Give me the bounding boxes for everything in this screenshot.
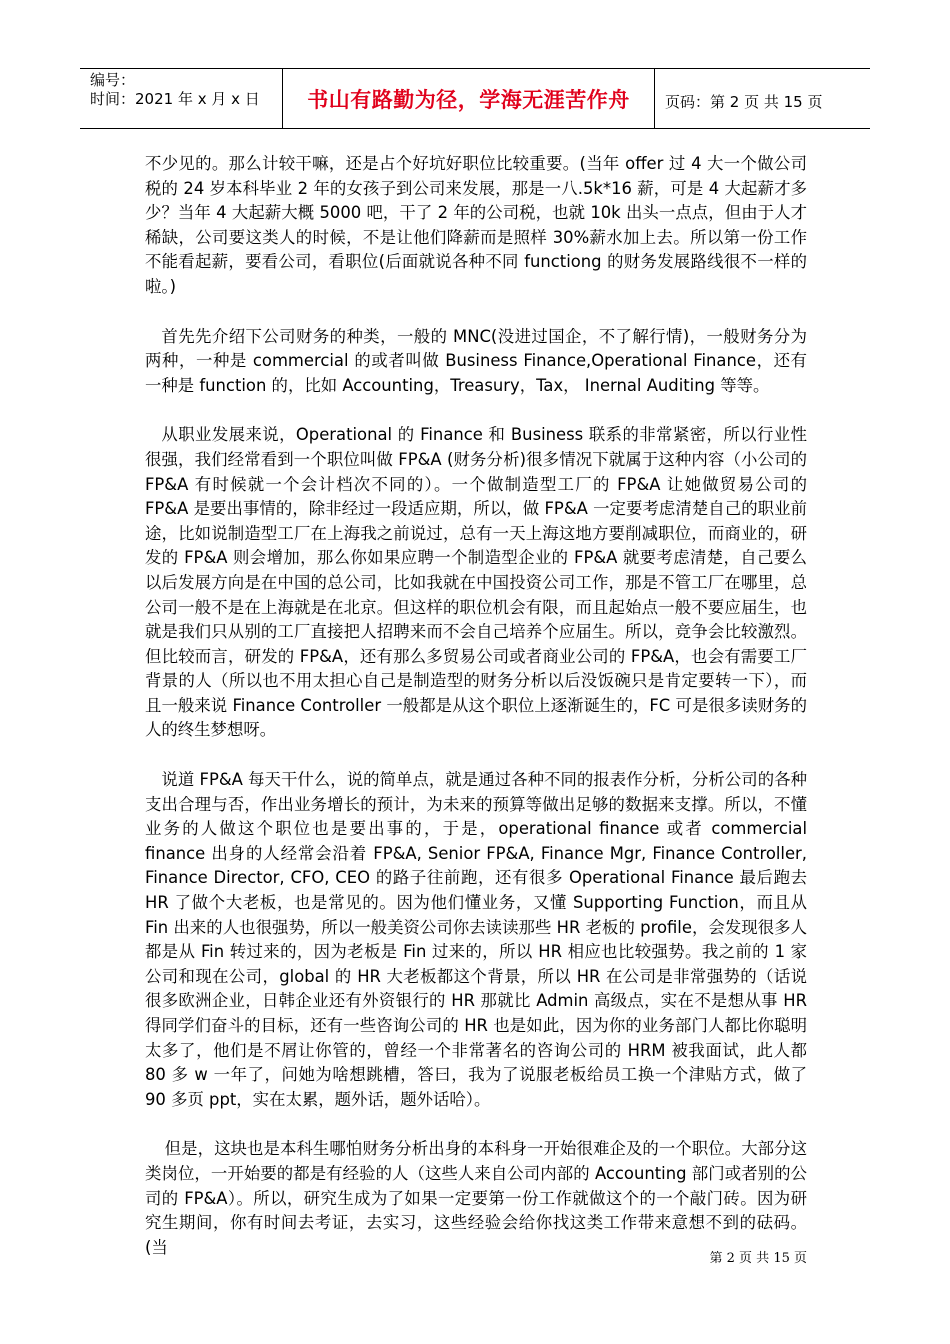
header-motto-cell	[283, 69, 655, 128]
header-page-cell	[655, 69, 870, 128]
header-meta	[80, 69, 283, 128]
paragraph: 不少见的。那么计较干嘛，还是占个好坑好职位比较重要。(当年 offer 过 4 大一个做公司税的 24 岁本科毕业 2 年的女孩子到公司来发展，那是一八.5k*16 薪，可是 4 大起薪才多少？当年 4 大起薪大概 5000 吧，干了 2 年的公司税，也就 10k 出头一点点，但由于人才稀缺，公司要这类人的时候，不是让他们降薪而是照样 30%薪水加上去。所以第一份工作不能看起薪，要看公司，看职位(后面就说各种不同 functiong 的财务发展路线很不一样的啦。)	[145, 154, 807, 296]
paragraph: 首先先介绍下公司财务的种类，一般的 MNC(没进过国企，不了解行情)，一般财务分为两种，一种是 commercial 的或者叫做 Business Finance,Operational Finance，还有一种是 function 的，比如 Accounting，Treasury，Tax， Inernal Auditing 等等。	[145, 326, 807, 395]
paragraph: 从职业发展来说，Operational 的 Finance 和 Business 联系的非常紧密，所以行业性很强，我们经常看到一个职位叫做 FP&A (财务分析)很多情况下就属于这种内容（小公司的 FP&A 有时候就一个会计档次不同的）。一个做制造型工厂的 FP&A 让她做贸易公司的 FP&A 是要出事情的，除非经过一段适应期，所以，做 FP&A 一定要考虑清楚自己的职业前途，比如说制造型工厂在上海我之前说过，总有一天上海这地方要削减职位，而商业的，研发的 FP&A 则会增加，那么你如果应聘一个制造型企业的 FP&A 就要考虑清楚，自己要么以后发展方向是在中国的总公司，比如我就在中国投资公司工作，那是不管工厂在哪里，总公司一般不是在上海就是在北京。但这样的职位机会有限，而且起始点一般不要应届生，也就是我们只从别的工厂直接把人招聘来而不会自己培养个应届生。所以，竞争会比较激烈。但比较而言，研发的 FP&A，还有那么多贸易公司或者商业公司的 FP&A，也会有需要工厂背景的人（所以也不用太担心自己是制造型的财务分析以后没饭碗只是肯定要转一下），而且一般来说 Finance Controller 一般都是从这个职位上逐渐诞生的，FC 可是很多读财务的人的终生梦想呀。	[145, 425, 807, 740]
paragraph: 说道 FP&A 每天干什么，说的简单点，就是通过各种不同的报表作分析，分析公司的各种支出合理与否，作出业务增长的预计，为未来的预算等做出足够的数据来支撑。所以，不懂业务的人做这个职位也是要出事的，于是，operational finance 或者 commercial finance 出身的人经常会沿着 FP&A, Senior FP&A, Finance Mgr, Finance Controller, Finance Director, CFO, CEO 的路子往前跑，还有很多 Operational Finance 最后跑去 HR 了做个大老板，也是常见的。因为他们懂业务，又懂 Supporting Function，而且从 Fin 出来的人也很强势，所以一般美资公司你去读读那些 HR 老板的 profile，会发现很多人都是从 Fin 转过来的，因为老板是 Fin 过来的，所以 HR 相应也比较强势。我之前的 1 家公司和现在公司，global 的 HR 大老板都这个背景，所以 HR 在公司是非常强势的（话说很多欧洲企业，日韩企业还有外资银行的 HR 那就比 Admin 高级点，实在不是想从事 HR 得同学们奋斗的目标，还有一些咨询公司的 HR 也是如此，因为你的业务部门人都比你聪明太多了，他们是不屑让你管的，曾经一个非常著名的咨询公司的 HRM 被我面试，此人都 80 多 w 一年了，问她为啥想跳槽，答曰，我为了说服老板给员工换一个津贴方式，做了 90 多页 ppt，实在太累，题外话，题外话哈）。	[145, 770, 807, 1109]
document-date: 时间：2021 年 x 月 x 日	[90, 90, 260, 108]
header-page-code: 页码：第 2 页 共 15 页	[665, 93, 823, 111]
document-body	[145, 152, 807, 1260]
header-motto: 书山有路勤为径，学海无涯苦作舟	[307, 86, 630, 112]
page-footer: 第 2 页 共 15 页	[709, 1251, 807, 1266]
document-number-label: 编号：	[90, 71, 136, 89]
paragraph: 但是，这块也是本科生哪怕财务分析出身的本科身一开始很难企及的一个职位。大部分这类岗位，一开始要的都是有经验的人（这些人来自公司内部的 Accounting 部门或者别的公司的 FP&A）。所以，研究生成为了如果一定要第一份工作就做这个的一个敲门砖。因为研究生期间，你有时间去考证，去实习，这些经验会给你找这类工作带来意想不到的砝码。(当	[145, 1139, 807, 1257]
page-header	[80, 68, 870, 129]
